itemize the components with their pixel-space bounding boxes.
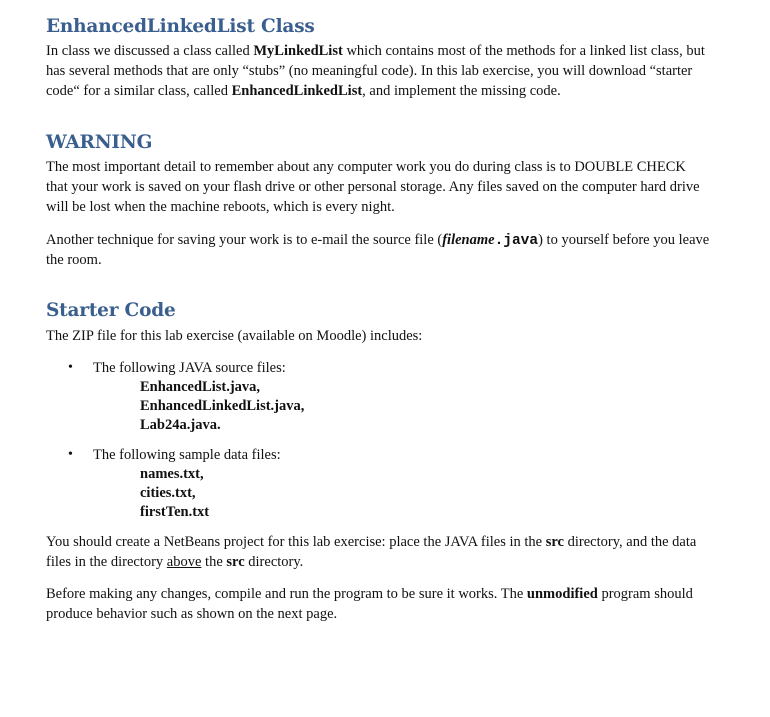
file-item: Lab24a.java. [140, 417, 221, 433]
s3-p1-line-2 [46, 552, 726, 572]
text: files in the directory [46, 554, 167, 570]
text: Another technique for saving your work is to e-mail the source file ( [46, 232, 443, 248]
text: Before making any changes, compile and run the program to be sure it works. The [46, 586, 527, 602]
file-item: EnhancedList.java, [140, 379, 261, 395]
emphasis-text: unmodified [526, 586, 598, 602]
s1-line-2: has several methods that are only “stubs” (no meaningful code). In this lab exercise, you will download “starter [46, 63, 693, 79]
s1-line-1 [46, 41, 726, 61]
file-item: cities.txt, [140, 485, 196, 501]
text: You should create a NetBeans project for this lab exercise: place the JAVA files in the [46, 534, 546, 550]
dir-name: src [226, 554, 245, 570]
text: directory, and the data [564, 534, 697, 550]
s2-line-1: The most important detail to remember about any computer work you do during class is to DOUBLE CHECK [46, 159, 686, 175]
text: In class we discussed a class called [46, 43, 254, 59]
s1-line-3 [46, 81, 726, 101]
bullet-icon: • [68, 447, 73, 462]
file-item: EnhancedLinkedList.java, [140, 398, 305, 414]
heading-enhancedlinkedlist: EnhancedLinkedList Class [46, 16, 315, 37]
dir-name: src [545, 534, 564, 550]
s3-p1-line-1 [46, 532, 726, 552]
text: code“ for a similar class, called [46, 83, 232, 99]
text: directory. [244, 554, 304, 570]
text: , and implement the missing code. [362, 83, 561, 99]
file-item: names.txt, [140, 466, 204, 482]
s3-p2-line-2: produce behavior such as shown on the next page. [46, 606, 338, 622]
filename-text: filename [442, 232, 495, 248]
s2-p2-line-1 [46, 230, 726, 251]
text: program should [597, 586, 693, 602]
bullet-icon: • [68, 360, 73, 375]
class-name: MyLinkedList [253, 43, 343, 59]
heading-starter-code: Starter Code [46, 300, 176, 321]
text: ) to yourself before you leave [538, 232, 710, 248]
text: which contains most of the methods for a linked list class, but [342, 43, 705, 59]
s2-p2-line-2: the room. [46, 252, 102, 268]
text: the [201, 554, 227, 570]
bullet-item-source-files: The following JAVA source files: [93, 360, 286, 376]
class-name: EnhancedLinkedList [231, 83, 363, 99]
extension-text: .java [494, 233, 539, 249]
bullet-item-data-files: The following sample data files: [93, 447, 281, 463]
s3-p2-line-1 [46, 584, 726, 604]
file-item: firstTen.txt [140, 504, 210, 520]
underlined-text: above [166, 554, 202, 570]
s2-line-2: that your work is saved on your flash drive or other personal storage. Any files saved on the computer hard drive [46, 179, 700, 195]
heading-warning: WARNING [46, 132, 153, 153]
s2-line-3: will be lost when the machine reboots, which is every night. [46, 199, 395, 215]
s3-intro: The ZIP file for this lab exercise (available on Moodle) includes: [46, 328, 423, 344]
